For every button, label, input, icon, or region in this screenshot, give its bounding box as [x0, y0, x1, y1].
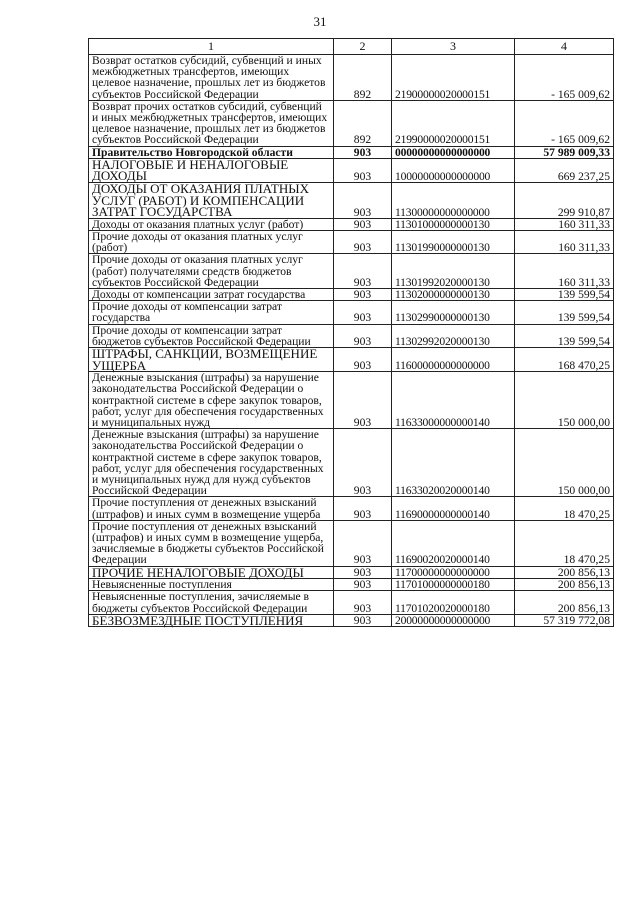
table-row [89, 324, 614, 347]
row-classification-code: 11301000000000130 [392, 218, 515, 230]
row-name: Возврат остатков субсидий, субвенций и иных межбюджетных трансфертов, имеющих целевое назначение, прошлых лет из бюджетов субъектов Российской Федерации [89, 55, 334, 101]
row-amount: 160 311,33 [515, 231, 614, 254]
row-amount: - 165 009,62 [515, 100, 614, 146]
row-name: Невыясненные поступления [89, 579, 334, 591]
row-amount: 57 319 772,08 [515, 614, 614, 627]
table-row [89, 429, 614, 497]
table-header-row [89, 39, 614, 55]
row-amount: - 165 009,62 [515, 55, 614, 101]
row-amount: 57 989 009,33 [515, 146, 614, 158]
row-amount: 200 856,13 [515, 591, 614, 614]
row-classification-code: 11690000000000140 [392, 497, 515, 520]
row-classification-code: 21990000020000151 [392, 100, 515, 146]
column-header-admin: 2 [334, 39, 392, 55]
row-name: БЕЗВОЗМЕЗДНЫЕ ПОСТУПЛЕНИЯ [89, 614, 334, 627]
row-name: Прочие доходы от компенсации затрат бюджетов субъектов Российской Федерации [89, 324, 334, 347]
row-name: Возврат прочих остатков субсидий, субвенций и иных межбюджетных трансфертов, имеющих целевое назначение, прошлых лет из бюджетов субъектов Российской Федерации [89, 100, 334, 146]
row-admin-code: 903 [334, 579, 392, 591]
table-row [89, 254, 614, 289]
row-classification-code: 11302000000000130 [392, 289, 515, 301]
row-admin-code: 903 [334, 254, 392, 289]
row-amount: 150 000,00 [515, 372, 614, 429]
row-amount: 139 599,54 [515, 324, 614, 347]
row-admin-code: 903 [334, 183, 392, 219]
row-name: Невыясненные поступления, зачисляемые в бюджеты субъектов Российской Федерации [89, 591, 334, 614]
table-row [89, 497, 614, 520]
row-amount: 669 237,25 [515, 158, 614, 182]
row-admin-code: 903 [334, 218, 392, 230]
row-name: Денежные взыскания (штрафы) за нарушение законодательства Российской Федерации о контрактной системе в сфере закупок товаров, работ, услуг для обеспечения государственных и муниципальных нужд для нужд субъектов Российской Федерации [89, 429, 334, 497]
row-classification-code: 20000000000000000 [392, 614, 515, 627]
row-admin-code: 903 [334, 372, 392, 429]
row-admin-code: 903 [334, 324, 392, 347]
table-row [89, 614, 614, 627]
row-classification-code: 11633000000000140 [392, 372, 515, 429]
row-amount: 200 856,13 [515, 579, 614, 591]
row-classification-code: 11600000000000000 [392, 348, 515, 372]
table-row [89, 55, 614, 101]
row-name: Прочие доходы от оказания платных услуг (работ) получателями средств бюджетов субъектов Российской Федерации [89, 254, 334, 289]
row-amount: 160 311,33 [515, 218, 614, 230]
table-row [89, 579, 614, 591]
row-amount: 139 599,54 [515, 289, 614, 301]
table-row [89, 301, 614, 324]
row-admin-code: 903 [334, 520, 392, 566]
row-name: ШТРАФЫ, САНКЦИИ, ВОЗМЕЩЕНИЕ УЩЕРБА [89, 348, 334, 372]
row-amount: 150 000,00 [515, 429, 614, 497]
row-amount: 200 856,13 [515, 566, 614, 579]
row-admin-code: 903 [334, 301, 392, 324]
row-name: Доходы от компенсации затрат государства [89, 289, 334, 301]
row-admin-code: 903 [334, 146, 392, 158]
row-classification-code: 11301992020000130 [392, 254, 515, 289]
column-header-name: 1 [89, 39, 334, 55]
row-name: Прочие поступления от денежных взысканий (штрафов) и иных сумм в возмещение ущерба, зачисляемые в бюджеты субъектов Российской Федерации [89, 520, 334, 566]
row-name: ПРОЧИЕ НЕНАЛОГОВЫЕ ДОХОДЫ [89, 566, 334, 579]
row-classification-code: 11302992020000130 [392, 324, 515, 347]
row-admin-code: 903 [334, 231, 392, 254]
row-amount: 139 599,54 [515, 301, 614, 324]
row-classification-code: 11302990000000130 [392, 301, 515, 324]
row-admin-code: 903 [334, 497, 392, 520]
row-name: ДОХОДЫ ОТ ОКАЗАНИЯ ПЛАТНЫХ УСЛУГ (РАБОТ) И КОМПЕНСАЦИИ ЗАТРАТ ГОСУДАРСТВА [89, 183, 334, 219]
row-amount: 18 470,25 [515, 497, 614, 520]
row-amount: 299 910,87 [515, 183, 614, 219]
table-row [89, 183, 614, 219]
row-classification-code: 11701020020000180 [392, 591, 515, 614]
row-name: Прочие поступления от денежных взысканий (штрафов) и иных сумм в возмещение ущерба [89, 497, 334, 520]
table-row [89, 218, 614, 230]
row-admin-code: 903 [334, 591, 392, 614]
table-row [89, 289, 614, 301]
row-admin-code: 903 [334, 289, 392, 301]
row-admin-code: 892 [334, 100, 392, 146]
table-body [89, 55, 614, 627]
budget-revenue-table [88, 38, 614, 627]
row-classification-code: 21900000020000151 [392, 55, 515, 101]
row-amount: 18 470,25 [515, 520, 614, 566]
table-row [89, 520, 614, 566]
row-name: Доходы от оказания платных услуг (работ) [89, 218, 334, 230]
column-header-amount: 4 [515, 39, 614, 55]
row-admin-code: 903 [334, 566, 392, 579]
row-amount: 160 311,33 [515, 254, 614, 289]
row-classification-code: 11633020020000140 [392, 429, 515, 497]
page-number: 31 [313, 14, 327, 29]
row-classification-code: 11701000000000180 [392, 579, 515, 591]
table-row [89, 231, 614, 254]
table-row [89, 566, 614, 579]
row-admin-code: 903 [334, 348, 392, 372]
table-row [89, 100, 614, 146]
row-name: НАЛОГОВЫЕ И НЕНАЛОГОВЫЕ ДОХОДЫ [89, 158, 334, 182]
table-row [89, 348, 614, 372]
row-admin-code: 892 [334, 55, 392, 101]
table-row [89, 372, 614, 429]
table-row [89, 158, 614, 182]
row-classification-code: 00000000000000000 [392, 146, 515, 158]
table-row [89, 591, 614, 614]
row-name: Правительство Новгородской области [89, 146, 334, 158]
row-name: Прочие доходы от оказания платных услуг (работ) [89, 231, 334, 254]
row-classification-code: 11301990000000130 [392, 231, 515, 254]
row-admin-code: 903 [334, 429, 392, 497]
row-admin-code: 903 [334, 158, 392, 182]
row-admin-code: 903 [334, 614, 392, 627]
row-name: Денежные взыскания (штрафы) за нарушение законодательства Российской Федерации о контрактной системе в сфере закупок товаров, работ, услуг для обеспечения государственных и муниципальных нужд [89, 372, 334, 429]
row-classification-code: 10000000000000000 [392, 158, 515, 182]
row-name: Прочие доходы от компенсации затрат государства [89, 301, 334, 324]
row-classification-code: 11700000000000000 [392, 566, 515, 579]
column-header-code: 3 [392, 39, 515, 55]
row-classification-code: 11300000000000000 [392, 183, 515, 219]
row-amount: 168 470,25 [515, 348, 614, 372]
row-classification-code: 11690020020000140 [392, 520, 515, 566]
